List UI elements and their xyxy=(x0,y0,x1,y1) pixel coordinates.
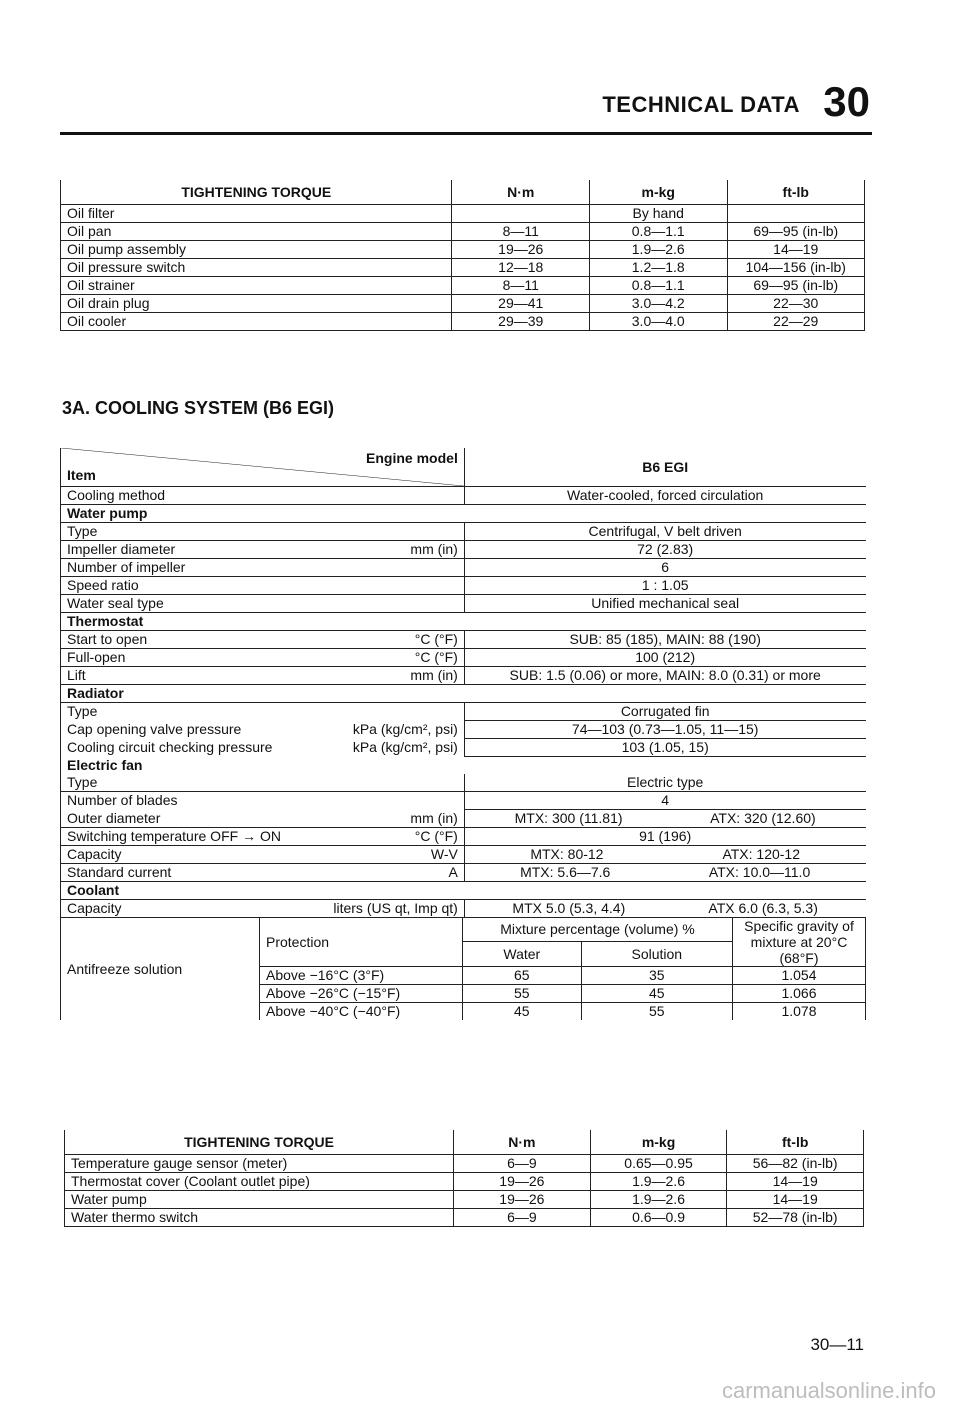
ftlb-value xyxy=(727,205,865,223)
col-nm: N·m xyxy=(454,1130,591,1155)
nm-value: 29—39 xyxy=(452,313,590,331)
group-heading: Coolant xyxy=(61,882,465,900)
watermark: carmanualsonline.info xyxy=(721,1378,936,1403)
spec-label: Capacity xyxy=(61,900,303,918)
mkg-value: 1.9—2.6 xyxy=(590,1191,727,1209)
spec-value: SUB: 85 (185), MAIN: 88 (190) xyxy=(464,631,865,649)
mkg-value: 3.0—4.2 xyxy=(589,295,727,313)
spec-unit xyxy=(302,774,464,792)
spec-unit: mm (in) xyxy=(302,810,464,828)
solution-label: Solution xyxy=(581,942,732,967)
nm-value: 19—26 xyxy=(454,1191,591,1209)
table-row xyxy=(61,313,865,331)
spec-value: 4 xyxy=(464,792,865,810)
water-value: 45 xyxy=(463,1003,582,1021)
mtx-value: MTX: 300 (11.81) xyxy=(514,810,623,826)
spec-unit xyxy=(302,487,464,505)
part-name: Water pump xyxy=(65,1191,454,1209)
mkg-value: 1.9—2.6 xyxy=(589,241,727,259)
mixture-label: Mixture percentage (volume) % xyxy=(463,918,733,942)
part-name: Oil filter xyxy=(61,205,452,223)
table-row xyxy=(61,241,865,259)
gravity-label: Specific gravity of mixture at 20°C (68°F) xyxy=(733,918,866,967)
mkg-value: 0.65—0.95 xyxy=(590,1155,727,1173)
part-name: Oil pump assembly xyxy=(61,241,452,259)
chapter-number: 30 xyxy=(823,78,870,125)
spec-unit: W-V xyxy=(302,846,464,864)
spec-value xyxy=(464,757,865,775)
ftlb-value: 52—78 (in-lb) xyxy=(727,1209,864,1227)
nm-value: 12—18 xyxy=(452,259,590,277)
nm-value: 8—11 xyxy=(452,223,590,241)
spec-label: Type xyxy=(61,703,303,721)
ftlb-value: 14—19 xyxy=(727,241,865,259)
part-name: Oil pressure switch xyxy=(61,259,452,277)
spec-label: Impeller diameter xyxy=(61,541,303,559)
spec-value: Electric type xyxy=(464,774,865,792)
spec-value: 103 (1.05, 15) xyxy=(464,739,865,757)
cooling-spec-table xyxy=(60,448,866,1020)
water-value: 55 xyxy=(463,985,582,1003)
spec-value: 1 : 1.05 xyxy=(464,577,865,595)
table-row xyxy=(61,259,865,277)
part-name: Oil drain plug xyxy=(61,295,452,313)
section-title: 3A. COOLING SYSTEM (B6 EGI) xyxy=(62,398,335,418)
spec-unit: kPa (kg/cm², psi) xyxy=(302,739,464,757)
table-row xyxy=(65,1209,864,1227)
spec-label: Start to open xyxy=(61,631,303,649)
spec-value xyxy=(464,882,865,900)
item-label: Item xyxy=(67,467,96,483)
torque-title: TIGHTENING TORQUE xyxy=(61,180,452,205)
nm-value: 6—9 xyxy=(454,1209,591,1227)
oil-torque-table xyxy=(60,180,865,331)
table-row xyxy=(61,277,865,295)
spec-label: Type xyxy=(61,523,303,541)
spec-value: Centrifugal, V belt driven xyxy=(464,523,865,541)
gravity-value: 1.078 xyxy=(733,1003,866,1021)
nm-value: 8—11 xyxy=(452,277,590,295)
engine-model-label: Engine model xyxy=(366,450,458,466)
mkg-value: 0.8—1.1 xyxy=(589,277,727,295)
mkg-value: 0.8—1.1 xyxy=(589,223,727,241)
spec-value: 6 xyxy=(464,559,865,577)
spec-label: Number of impeller xyxy=(61,559,303,577)
antifreeze-table xyxy=(61,918,865,1020)
spec-label: Type xyxy=(61,774,303,792)
col-ftlb: ft-lb xyxy=(727,1130,864,1155)
atx-value: ATX: 320 (12.60) xyxy=(710,810,816,826)
col-ftlb: ft-lb xyxy=(727,180,865,205)
nm-value: 19—26 xyxy=(452,241,590,259)
cooling-torque-table xyxy=(64,1130,864,1227)
protection-value: Above −26°C (−15°F) xyxy=(260,985,463,1003)
page-header xyxy=(60,78,870,128)
ftlb-value: 22—29 xyxy=(727,313,865,331)
spec-unit: liters (US qt, Imp qt) xyxy=(302,900,464,918)
mtx-value: MTX 5.0 (5.3, 4.4) xyxy=(512,900,626,916)
ftlb-value: 14—19 xyxy=(727,1191,864,1209)
mkg-value: 0.6—0.9 xyxy=(590,1209,727,1227)
table-row xyxy=(61,223,865,241)
spec-unit xyxy=(302,523,464,541)
model-name: B6 EGI xyxy=(464,448,865,487)
spec-value: 74—103 (0.73—1.05, 11—15) xyxy=(464,721,865,739)
ftlb-value: 22—30 xyxy=(727,295,865,313)
spec-value: 91 (196) xyxy=(464,828,865,846)
table-row xyxy=(61,205,865,223)
group-heading: Water pump xyxy=(61,505,465,523)
nm-value: 6—9 xyxy=(454,1155,591,1173)
gravity-value: 1.066 xyxy=(733,985,866,1003)
group-heading: Electric fan xyxy=(61,757,465,775)
spec-label: Cap opening valve pressure xyxy=(61,721,303,739)
torque-title: TIGHTENING TORQUE xyxy=(65,1130,454,1155)
spec-label: Speed ratio xyxy=(61,577,303,595)
mtx-value: MTX: 5.6—7.6 xyxy=(520,864,611,880)
spec-label: Full-open xyxy=(61,649,303,667)
table-row xyxy=(61,295,865,313)
spec-unit xyxy=(302,595,464,613)
part-name: Temperature gauge sensor (meter) xyxy=(65,1155,454,1173)
spec-label: Standard current xyxy=(61,864,303,882)
spec-label: Number of blades xyxy=(61,792,303,810)
table-row xyxy=(65,1155,864,1173)
water-label: Water xyxy=(463,942,582,967)
spec-label: Switching temperature OFF → ON xyxy=(61,828,303,846)
spec-value: 72 (2.83) xyxy=(464,541,865,559)
col-mkg: m-kg xyxy=(589,180,727,205)
antifreeze-block xyxy=(61,918,866,1021)
spec-unit xyxy=(302,577,464,595)
spec-unit xyxy=(302,703,464,721)
spec-value xyxy=(464,505,865,523)
spec-value: 100 (212) xyxy=(464,649,865,667)
spec-label: Cooling method xyxy=(61,487,303,505)
spec-value: Water-cooled, forced circulation xyxy=(464,487,865,505)
mkg-value: By hand xyxy=(589,205,727,223)
header-title: TECHNICAL DATA xyxy=(602,92,800,117)
protection-label: Protection xyxy=(260,918,463,967)
part-name: Water thermo switch xyxy=(65,1209,454,1227)
spec-value xyxy=(464,900,865,918)
spec-label: Water seal type xyxy=(61,595,303,613)
spec-unit xyxy=(302,559,464,577)
ftlb-value: 69—95 (in-lb) xyxy=(727,277,865,295)
ftlb-value: 69—95 (in-lb) xyxy=(727,223,865,241)
nm-value xyxy=(452,205,590,223)
spec-value xyxy=(464,864,865,882)
spec-label: Lift xyxy=(61,667,303,685)
spec-unit: °C (°F) xyxy=(302,828,464,846)
spec-value xyxy=(464,846,865,864)
solution-value: 45 xyxy=(581,985,732,1003)
spec-label: Capacity xyxy=(61,846,303,864)
part-name: Thermostat cover (Coolant outlet pipe) xyxy=(65,1173,454,1191)
atx-value: ATX: 10.0—11.0 xyxy=(708,864,811,880)
mkg-value: 3.0—4.0 xyxy=(589,313,727,331)
protection-value: Above −40°C (−40°F) xyxy=(260,1003,463,1021)
gravity-value: 1.054 xyxy=(733,967,866,985)
spec-label: Outer diameter xyxy=(61,810,303,828)
spec-value: Corrugated fin xyxy=(464,703,865,721)
col-mkg: m-kg xyxy=(590,1130,727,1155)
part-name: Oil pan xyxy=(61,223,452,241)
spec-unit: mm (in) xyxy=(302,667,464,685)
nm-value: 19—26 xyxy=(454,1173,591,1191)
mtx-value: MTX: 80-12 xyxy=(530,846,604,862)
solution-value: 55 xyxy=(649,1003,665,1019)
group-heading: Radiator xyxy=(61,685,465,703)
spec-unit: mm (in) xyxy=(302,541,464,559)
header-cell xyxy=(61,448,465,487)
spec-unit: kPa (kg/cm², psi) xyxy=(302,721,464,739)
header-rule xyxy=(60,132,872,135)
part-name: Oil strainer xyxy=(61,277,452,295)
ftlb-value: 56—82 (in-lb) xyxy=(727,1155,864,1173)
spec-unit xyxy=(302,792,464,810)
spec-value xyxy=(464,685,865,703)
spec-value xyxy=(464,810,865,828)
mkg-value: 1.9—2.6 xyxy=(590,1173,727,1191)
spec-unit: °C (°F) xyxy=(302,631,464,649)
spec-label: Cooling circuit checking pressure xyxy=(61,739,303,757)
group-heading: Thermostat xyxy=(61,613,465,631)
antifreeze-label: Antifreeze solution xyxy=(67,960,183,977)
spec-value: SUB: 1.5 (0.06) or more, MAIN: 8.0 (0.31) or more xyxy=(464,667,865,685)
part-name: Oil cooler xyxy=(61,313,452,331)
solution-value: 35 xyxy=(581,967,732,985)
spec-unit: A xyxy=(302,864,464,882)
mkg-value: 1.2—1.8 xyxy=(589,259,727,277)
page-number: 30—11 xyxy=(810,1335,864,1354)
spec-value xyxy=(464,613,865,631)
ftlb-value: 14—19 xyxy=(727,1173,864,1191)
ftlb-value: 104—156 (in-lb) xyxy=(727,259,865,277)
protection-value: Above −16°C (3°F) xyxy=(260,967,463,985)
spec-unit: °C (°F) xyxy=(302,649,464,667)
table-row xyxy=(65,1191,864,1209)
table-row xyxy=(65,1173,864,1191)
spec-value: Unified mechanical seal xyxy=(464,595,865,613)
nm-value: 29—41 xyxy=(452,295,590,313)
water-value: 65 xyxy=(463,967,582,985)
atx-value: ATX 6.0 (6.3, 5.3) xyxy=(708,900,818,916)
col-nm: N·m xyxy=(452,180,590,205)
atx-value: ATX: 120-12 xyxy=(722,846,800,862)
